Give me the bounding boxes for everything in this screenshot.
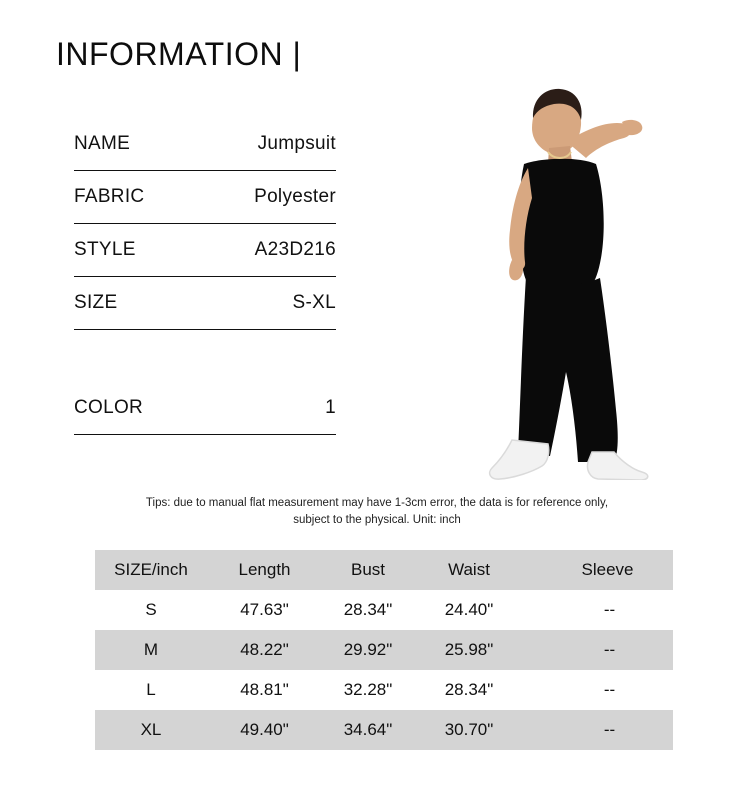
spec-value-style: A23D216 [254,239,336,260]
cell-waist: 25.98" [414,630,524,670]
cell-sleeve: -- [524,670,673,710]
cell-waist: 24.40" [414,590,524,630]
cell-waist: 28.34" [414,670,524,710]
cell-waist: 30.70" [414,710,524,750]
table-row [95,590,673,630]
cell-bust: 34.64" [322,710,414,750]
spec-label-name: NAME [74,133,131,154]
product-photo [382,80,722,480]
spec-value-color: 1 [325,397,336,418]
measurement-tips [60,495,694,529]
model-illustration [382,80,722,480]
cell-length: 48.81" [207,670,322,710]
table-header-row [95,550,673,590]
tips-line-2: subject to the physical. Unit: inch [293,514,461,526]
cell-bust: 32.28" [322,670,414,710]
column-header-waist: Waist [414,550,524,590]
size-chart-table [95,550,673,750]
spec-label-fabric: FABRIC [74,186,145,207]
spec-row [74,118,336,171]
spec-row [74,277,336,330]
table-row [95,630,673,670]
page-title: INFORMATION | [56,36,302,72]
cell-length: 48.22" [207,630,322,670]
cell-length: 47.63" [207,590,322,630]
spec-spacer [74,330,336,382]
tips-line-1: Tips: due to manual flat measurement may have 1-3cm error, the data is for reference only, [145,497,609,509]
column-header-sleeve: Sleeve [524,550,673,590]
spec-value-fabric: Polyester [254,186,336,207]
specification-list [74,118,336,435]
cell-length: 49.40" [207,710,322,750]
column-header-length: Length [207,550,322,590]
table-row [95,670,673,710]
spec-row [74,382,336,435]
cell-size: XL [95,710,207,750]
cell-size: S [95,590,207,630]
column-header-bust: Bust [322,550,414,590]
spec-value-size: S-XL [292,292,336,313]
cell-bust: 28.34" [322,590,414,630]
cell-sleeve: -- [524,590,673,630]
spec-row [74,171,336,224]
spec-row [74,224,336,277]
cell-size: L [95,670,207,710]
spec-label-style: STYLE [74,239,136,260]
cell-size: M [95,630,207,670]
spec-label-size: SIZE [74,292,118,313]
cell-sleeve: -- [524,710,673,750]
column-header-size: SIZE/inch [95,550,207,590]
cell-sleeve: -- [524,630,673,670]
spec-label-color: COLOR [74,397,144,418]
spec-value-name: Jumpsuit [257,133,336,154]
table-row [95,710,673,750]
cell-bust: 29.92" [322,630,414,670]
